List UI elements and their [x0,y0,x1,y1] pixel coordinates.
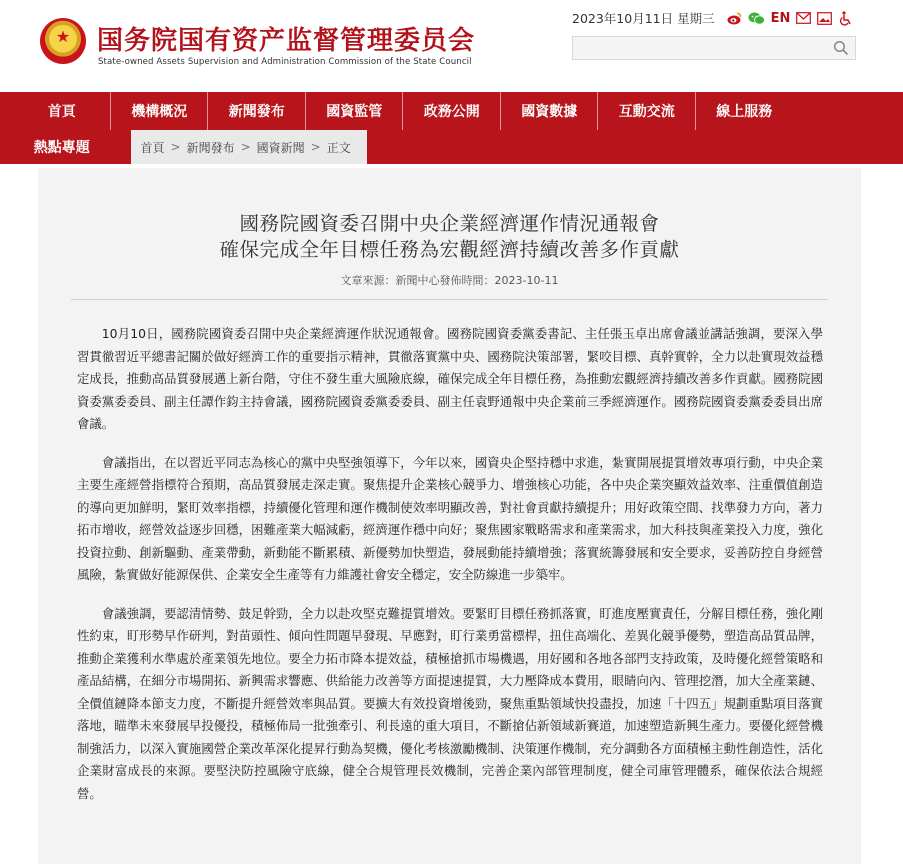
breadcrumb-news-release[interactable]: 新聞發布 [186,140,235,155]
breadcrumb-home[interactable]: 首頁 [140,140,165,155]
site-title[interactable]: 国务院国有资产监督管理委员会 [97,26,476,56]
article-meta: 文章來源：新聞中心發佈時間：2023-10-11 [340,274,559,287]
mail-icon[interactable] [796,12,811,24]
breadcrumb-separator: > [310,140,321,154]
article-paragraph: 10月10日，國務院國資委召開中央企業經濟運作狀況通報會。國務院國資委黨委書記、主任張玉卓出席會議並講話強調，要深入學習貫徹習近平總書記關於做好經濟工作的重要指示精神，貫徹落實黨中央、國務院決策部署，緊咬目標、真幹實幹，全力以赴實現效益穩定成長，推動高品質發展邁上新台階，守住不發生重大風險底線，確保完成全年目標任務，為推動宏觀經濟持續改善多作貢獻。國務院國資委黨委委員、副主任譚作鈞主持會議，國務院國資委黨委委員、副主任袁野通報中央企業前三季經濟運作。國務院國資委黨委委員出席會議。 [77,326,823,431]
article-paragraph: 會議指出，在以習近平同志為核心的黨中央堅強領導下，今年以來，國資央企堅持穩中求進，紮實開展提質增效專項行動，中央企業主要生產經營指標符合預期，高品質發展走深走實。聚焦提升企業核心競爭力、增強核心功能，各中央企業突顯效益效率、注重價值創造的導向更加鮮明，緊盯效率指標，持續優化管理和運作機制使效率明顯改善，對社會貢獻持續提升；用好政策空間、找準發力方向，著力拓市增收，經營效益逐步回穩，困難產業大幅減虧，經濟運作穩中向好；聚焦國家戰略需求和產業需求，加大科技與產業投入力度，強化投資拉動、創新驅動、產業帶動，新動能不斷累積、新優勢加快塑造，發展動能持續增強；落實統籌發展和安全要求，妥善防控自身經營風險，紮實做好能源保供、企業安全生產等有力維護社會安全穩定，安全防線進一步築牢。 [77,454,823,582]
sub-nav-row [13,130,367,164]
nav-item-interaction[interactable]: 互動交流 [598,92,696,130]
national-emblem-icon: ★ [40,18,86,64]
main-nav [0,92,903,164]
top-utility-bar [572,8,852,28]
current-date: 2023年10月11日 星期三 [572,11,715,26]
breadcrumb-separator: > [240,140,251,154]
main-nav-row [13,92,793,130]
breadcrumb-current: 正文 [326,140,351,155]
nav-item-hot-topics[interactable]: 熱點專題 [33,140,90,156]
article-title-line-1: 國務院國資委召開中央企業經濟運作情況通報會 [239,212,660,235]
breadcrumb-separator: > [170,140,181,154]
weibo-icon[interactable] [727,12,742,25]
wechat-icon[interactable] [748,12,765,25]
site-header [0,0,903,92]
nav-item-government-affairs[interactable]: 政務公開 [403,92,501,130]
image-icon[interactable] [817,12,832,25]
nav-item-supervision[interactable]: 國資監管 [306,92,404,130]
article-paragraph: 會議強調，要認清情勢、鼓足幹勁，全力以赴攻堅克難提質增效。要緊盯目標任務抓落實，盯進度壓實責任，分解目標任務，強化剛性約束，盯形勢早作研判，對苗頭性、傾向性問題早發現、早應對，盯行業勇當標桿，扭住高端化、差異化競爭優勢，塑造高品質品牌，推動企業獲利水準處於產業領先地位。要全力拓市降本提效益，積極搶抓市場機遇，用好國和各地各部門支持政策，及時優化經營策略和產品結構，在細分市場開拓、新興需求響應、供給能力改善等方面提速提質，大力壓降成本費用，眼睛向內、管理挖潛，加大全產業鏈、全價值鏈降本節支力度，不斷提升經營效率與品質。要擴大有效投資增後勁，聚焦重點領域快投盡投，加速「十四五」規劃重點項目落實落地，瞄準未來發展早投優投，積極佈局一批強牽引、利長遠的重大項目，不斷搶佔新領域新賽道，加速塑造新興生產力。要優化經營機制強活力，以深入實施國營企業改革深化提昇行動為契機，優化考核激勵機制、決策運作機制，充分調動各方面積極主動性創造性，活化企業財富成長的來源。要堅決防控風險守底線，健全合規管理長效機制，完善企業內部管理制度，健全司庫管理體系，確保依法合規經營。 [77,605,823,801]
nav-item-news-release[interactable]: 新聞發布 [208,92,306,130]
article-title-line-2: 確保完成全年目標任務為宏觀經濟持續改善多作貢獻 [219,238,680,261]
search-box [572,36,856,60]
english-version-link[interactable]: EN [770,10,791,26]
article-panel [38,168,861,864]
search-input[interactable] [573,37,823,59]
breadcrumb-sasac-news[interactable]: 國資新聞 [256,140,305,155]
search-icon[interactable] [833,40,849,56]
site-subtitle: State-owned Assets Supervision and Administration Commission of the State Council [98,57,472,67]
nav-item-online-services[interactable]: 線上服務 [716,104,773,120]
title-divider [71,299,828,300]
nav-item-organization[interactable]: 機構概況 [111,92,209,130]
nav-item-home[interactable]: 首頁 [13,92,111,130]
breadcrumb [131,130,367,164]
accessibility-icon[interactable] [838,11,852,26]
article-body [77,323,823,821]
nav-item-data[interactable]: 國資數據 [501,92,599,130]
